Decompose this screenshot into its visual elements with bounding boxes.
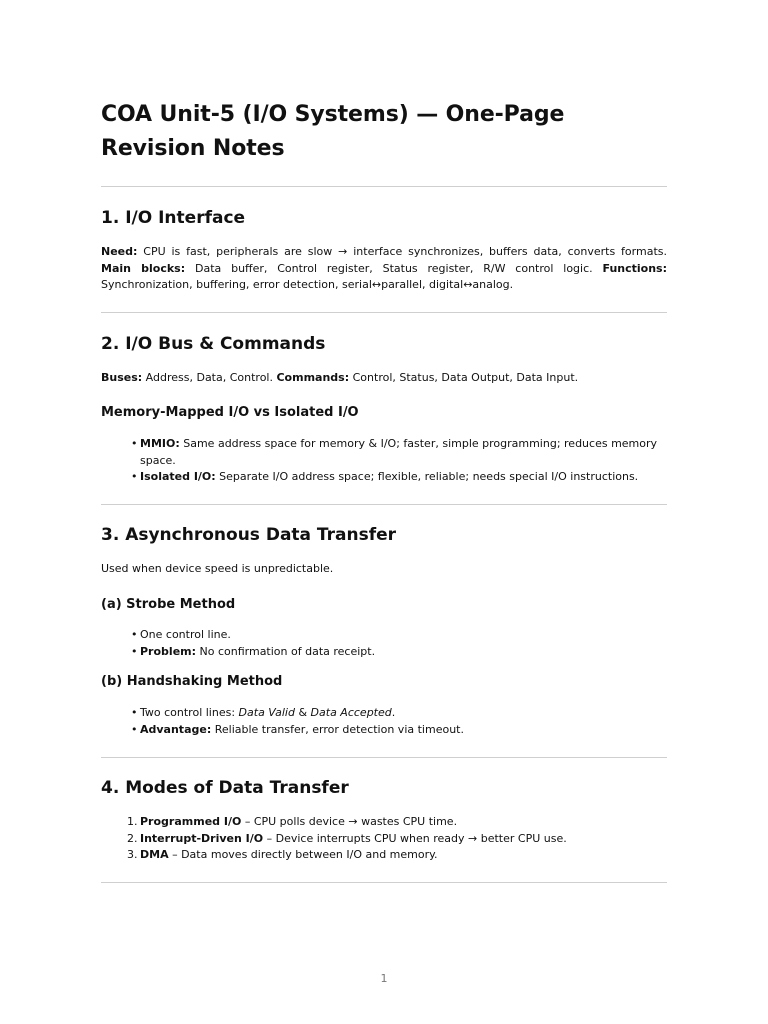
list-item: [127, 814, 657, 831]
functions-label: Functions:: [602, 261, 667, 275]
interrupt-io-text: – Device interrupts CPU when ready → better CPU use.: [263, 831, 567, 845]
need-label: Need:: [101, 245, 138, 258]
section-divider: [101, 882, 667, 883]
section-divider: [101, 312, 667, 313]
subheading-strobe-method: (a) Strobe Method: [101, 597, 236, 612]
strobe-list: [131, 627, 661, 660]
problem-text: No confirmation of data receipt.: [196, 644, 376, 658]
advantage-text: Reliable transfer, error detection via timeout.: [211, 722, 464, 736]
main-blocks-text: Data buffer, Control register, Status register, R/W control logic.: [185, 261, 603, 275]
dma-label: DMA: [140, 848, 169, 861]
isolated-io-label: Isolated I/O:: [140, 470, 216, 483]
io-bus-paragraph: [101, 370, 667, 387]
problem-label: Problem:: [140, 644, 197, 658]
list-item: [131, 469, 661, 486]
interrupt-io-label: Interrupt-Driven I/O: [140, 831, 264, 845]
mmio-label: MMIO:: [140, 437, 180, 450]
section-heading-async-transfer: 3. Asynchronous Data Transfer: [101, 525, 397, 545]
buses-label: Buses:: [101, 371, 143, 384]
buses-text: Address, Data, Control.: [142, 371, 277, 384]
main-blocks-label: Main blocks:: [101, 261, 186, 275]
need-text: CPU is fast, peripherals are slow → interface synchronizes, buffers data, converts formats.: [137, 245, 667, 258]
section-heading-io-bus: 2. I/O Bus & Commands: [101, 334, 326, 354]
handshake-text: Two control lines:: [140, 706, 239, 719]
commands-label: Commands:: [276, 371, 350, 384]
async-intro: Used when device speed is unpredictable.: [101, 562, 334, 575]
subheading-handshaking-method: (b) Handshaking Method: [101, 674, 283, 689]
section-heading-modes-transfer: 4. Modes of Data Transfer: [101, 778, 349, 798]
programmed-io-label: Programmed I/O: [140, 815, 242, 828]
section-divider: [101, 757, 667, 758]
subheading-mmio-vs-isolated: Memory-Mapped I/O vs Isolated I/O: [101, 405, 359, 420]
functions-text: Synchronization, buffering, error detection, serial↔parallel, digital↔analog.: [101, 278, 514, 291]
data-accepted-term: Data Accepted: [310, 706, 392, 719]
list-item: [131, 722, 661, 739]
list-item: [131, 705, 661, 722]
list-item: [131, 436, 661, 469]
list-item: [131, 644, 661, 661]
programmed-io-text: – CPU polls device → wastes CPU time.: [241, 815, 458, 828]
section-heading-io-interface: 1. I/O Interface: [101, 208, 246, 228]
handshake-period: .: [391, 706, 396, 719]
io-interface-paragraph: [101, 244, 667, 294]
advantage-label: Advantage:: [140, 722, 212, 736]
page-title: COA Unit-5 (I/O Systems) — One-Page Revision Notes: [101, 102, 565, 161]
data-valid-term: Data Valid: [238, 706, 295, 719]
page-number: 1: [380, 972, 388, 985]
handshake-joiner: &: [294, 706, 311, 719]
list-item: • One control line.: [131, 627, 661, 644]
mmio-text: Same address space for memory & I/O; faster, simple programming; reduces memory space.: [140, 437, 658, 467]
handshaking-list: [131, 705, 661, 738]
section-divider: [101, 186, 667, 187]
item-number: 3.: [127, 848, 138, 861]
list-item: [127, 831, 657, 848]
item-number: 2.: [127, 831, 138, 845]
commands-text: Control, Status, Data Output, Data Input.: [349, 371, 579, 384]
modes-list: [127, 814, 657, 864]
isolated-io-text: Separate I/O address space; flexible, reliable; needs special I/O instructions.: [215, 470, 639, 483]
dma-text: – Data moves directly between I/O and memory.: [168, 848, 438, 861]
list-item: [127, 847, 657, 864]
item-number: 1.: [127, 815, 138, 828]
section-divider: [101, 504, 667, 505]
mmio-list: [131, 436, 661, 486]
